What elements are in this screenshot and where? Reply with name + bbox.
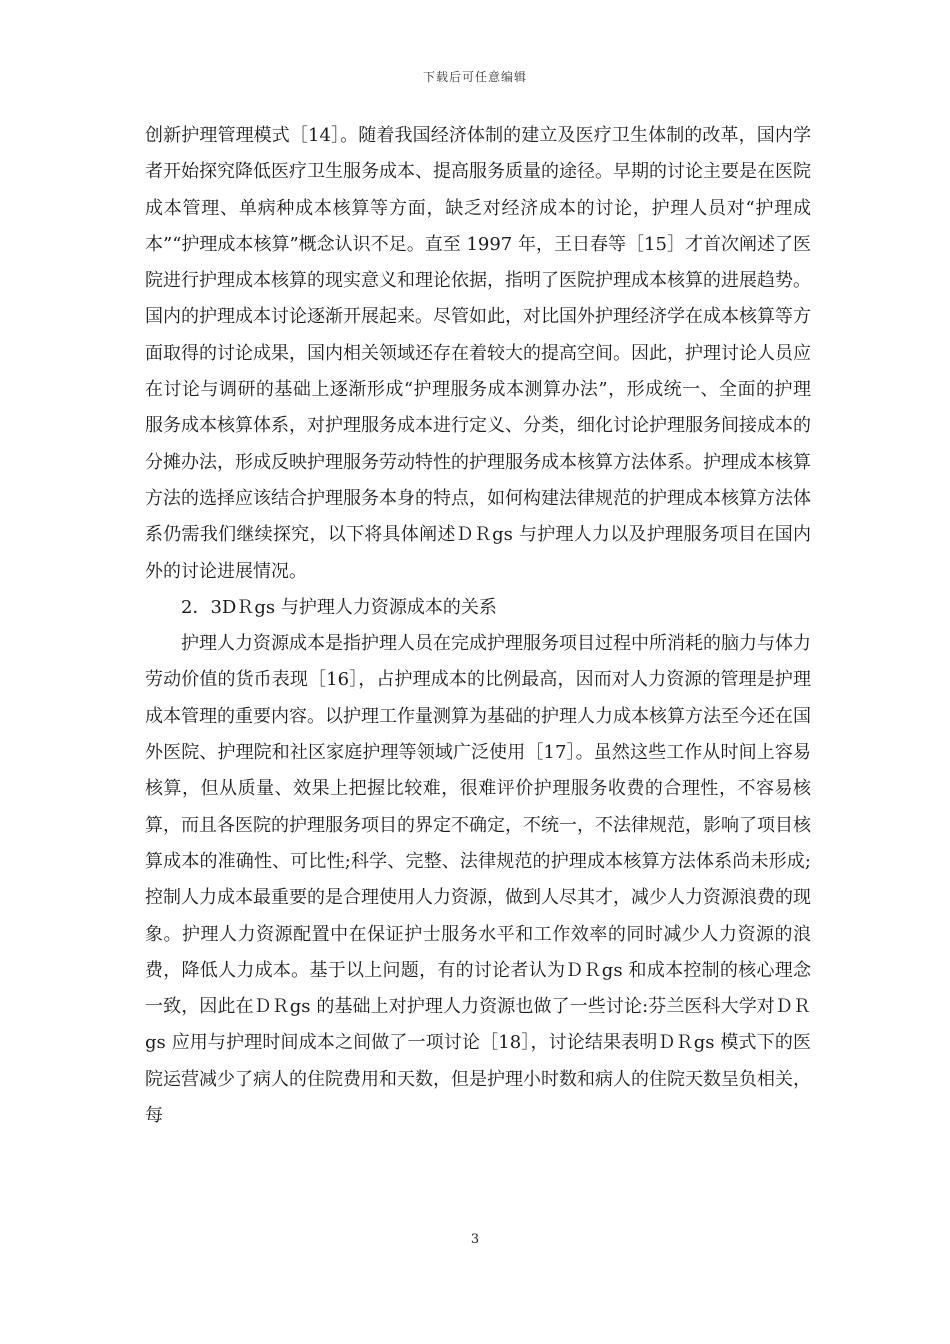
page-header: 下载后可任意编辑 [422,70,527,84]
paragraph-human-resource-cost: 护理人力资源成本是指护理人员在完成护理服务项目过程中所消耗的脑力与体力劳动价值的货币表现［16］，占护理成本的比例最高，因而对人力资源的管理是护理成本管理的重要内容。以护理工作量测算为基础的护理人力成本核算方法至今还在国外医院、护理院和社区家庭护理等领域广泛使用［17］。虽然这些工作从时间上容易核算，但从质量、效果上把握比较难，很难评价护理服务收费的合理性，不容易核算，而且各医院的护理服务项目的界定不确定，不统一，不法律规范，影响了项目核算成本的准确性、可比性;科学、完整、法律规范的护理成本核算方法体系尚未形成;控制人力成本最重要的是合理使用人力资源，做到人尽其才，减少人力资源浪费的现象。护理人力资源配置中在保证护士服务水平和工作效率的同时减少人力资源的浪费，降低人力成本。基于以上问题，有的讨论者认为ＤＲgs 和成本控制的核心理念一致，因此在ＤＲgs 的基础上对护理人力资源也做了一些讨论:芬兰医科大学对ＤＲgs 应用与护理时间成本之间做了一项讨论［18］，讨论结果表明ＤＲgs 模式下的医院运营减少了病人的住院费用和天数，但是护理小时数和病人的住院天数呈负相关，每 [145,633,811,1127]
page-number: 3 [470,1232,480,1247]
section-heading-2-3: 2．3DＲgs 与护理人力资源成本的关系 [181,596,497,618]
document-body [145,118,811,1134]
paragraph-cost-accounting-history: 创新护理管理模式［14］。随着我国经济体制的建立及医疗卫生体制的改革，国内学者开始探究降低医疗卫生服务成本、提高服务质量的途径。早期的讨论主要是在医院成本管理、单病种成本核算等方面，缺乏对经济成本的讨论，护理人员对“护理成本”“护理成本核算”概念认识不足。直至 1997 年，王日春等［15］才首次阐述了医院进行护理成本核算的现实意义和理论依据，指明了医院护理成本核算的进展趋势。国内的护理成本讨论逐渐开展起来。尽管如此，对比国外护理经济学在成本核算等方面取得的讨论成果，国内相关领域还存在着较大的提高空间。因此，护理讨论人员应在讨论与调研的基础上逐渐形成“护理服务成本测算办法”，形成统一、全面的护理服务成本核算体系，对护理服务成本进行定义、分类，细化讨论护理服务间接成本的分摊办法，形成反映护理服务劳动特性的护理服务成本核算方法体系。护理成本核算方法的选择应该结合护理服务本身的特点，如何构建法律规范的护理成本核算方法体系仍需我们继续探究，以下将具体阐述ＤＲgs 与护理人力以及护理服务项目在国内外的讨论进展情况。 [145,125,811,582]
